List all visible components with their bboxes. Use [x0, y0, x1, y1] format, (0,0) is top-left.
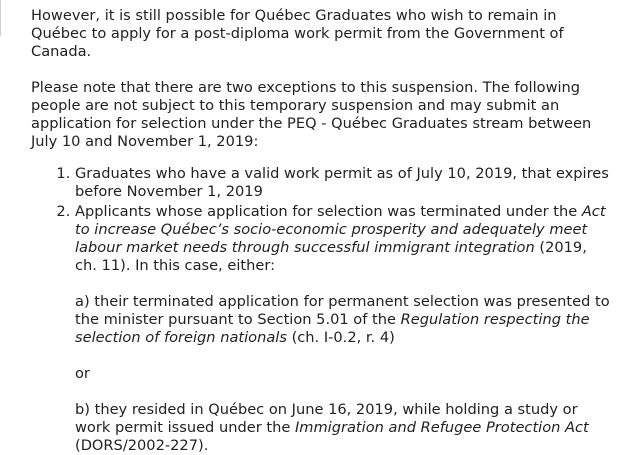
- or-separator: or: [75, 365, 90, 382]
- exception-item-work-permit: [75, 165, 611, 201]
- exceptions-list: [31, 165, 611, 455]
- option-b: [75, 401, 611, 455]
- exception-item-terminated-application: [75, 203, 611, 455]
- exception-item-1-text: Graduates who have a valid work permit as of July 10, 2019, that expires before November 1, 2019: [75, 165, 609, 200]
- option-b-before: b) they resided in Québec on June 16, 2019, while holding a study or work permit issued under the: [75, 401, 578, 436]
- act-title: Act to increase Québec’s socio-economic prosperity and adequately meet labour market needs through successful immigrant integration: [75, 203, 606, 256]
- option-a: [75, 293, 611, 347]
- page-content: [31, 7, 611, 455]
- exception-item-2-text-after: (2019, ch. 11). In this case, either:: [75, 239, 587, 274]
- paragraph-exceptions-intro: Please note that there are two exceptions to this suspension. The following people are not subject to this temporary suspension and may submit an application for selection under the PEQ - Québec Graduates stream between July 10 and November 1, 2019:: [31, 79, 592, 150]
- paragraph-post-diploma-permit: However, it is still possible for Québec Graduates who wish to remain in Québec to apply for a post-diploma work permit from the Government of Canada.: [31, 7, 564, 60]
- exception-item-2-text-before: Applicants whose application for selection was terminated under the: [75, 203, 582, 220]
- regulation-title: Regulation respecting the selection of foreign nationals: [75, 311, 590, 346]
- option-a-before: a) their terminated application for permanent selection was presented to the minister pursuant to Section 5.01 of the: [75, 293, 610, 328]
- option-b-after: (DORS/2002-227).: [75, 437, 209, 454]
- page-left-border: [0, 0, 1, 36]
- immigration-act-title: Immigration and Refugee Protection Act: [294, 419, 589, 436]
- option-a-after: (ch. I-0.2, r. 4): [286, 329, 395, 346]
